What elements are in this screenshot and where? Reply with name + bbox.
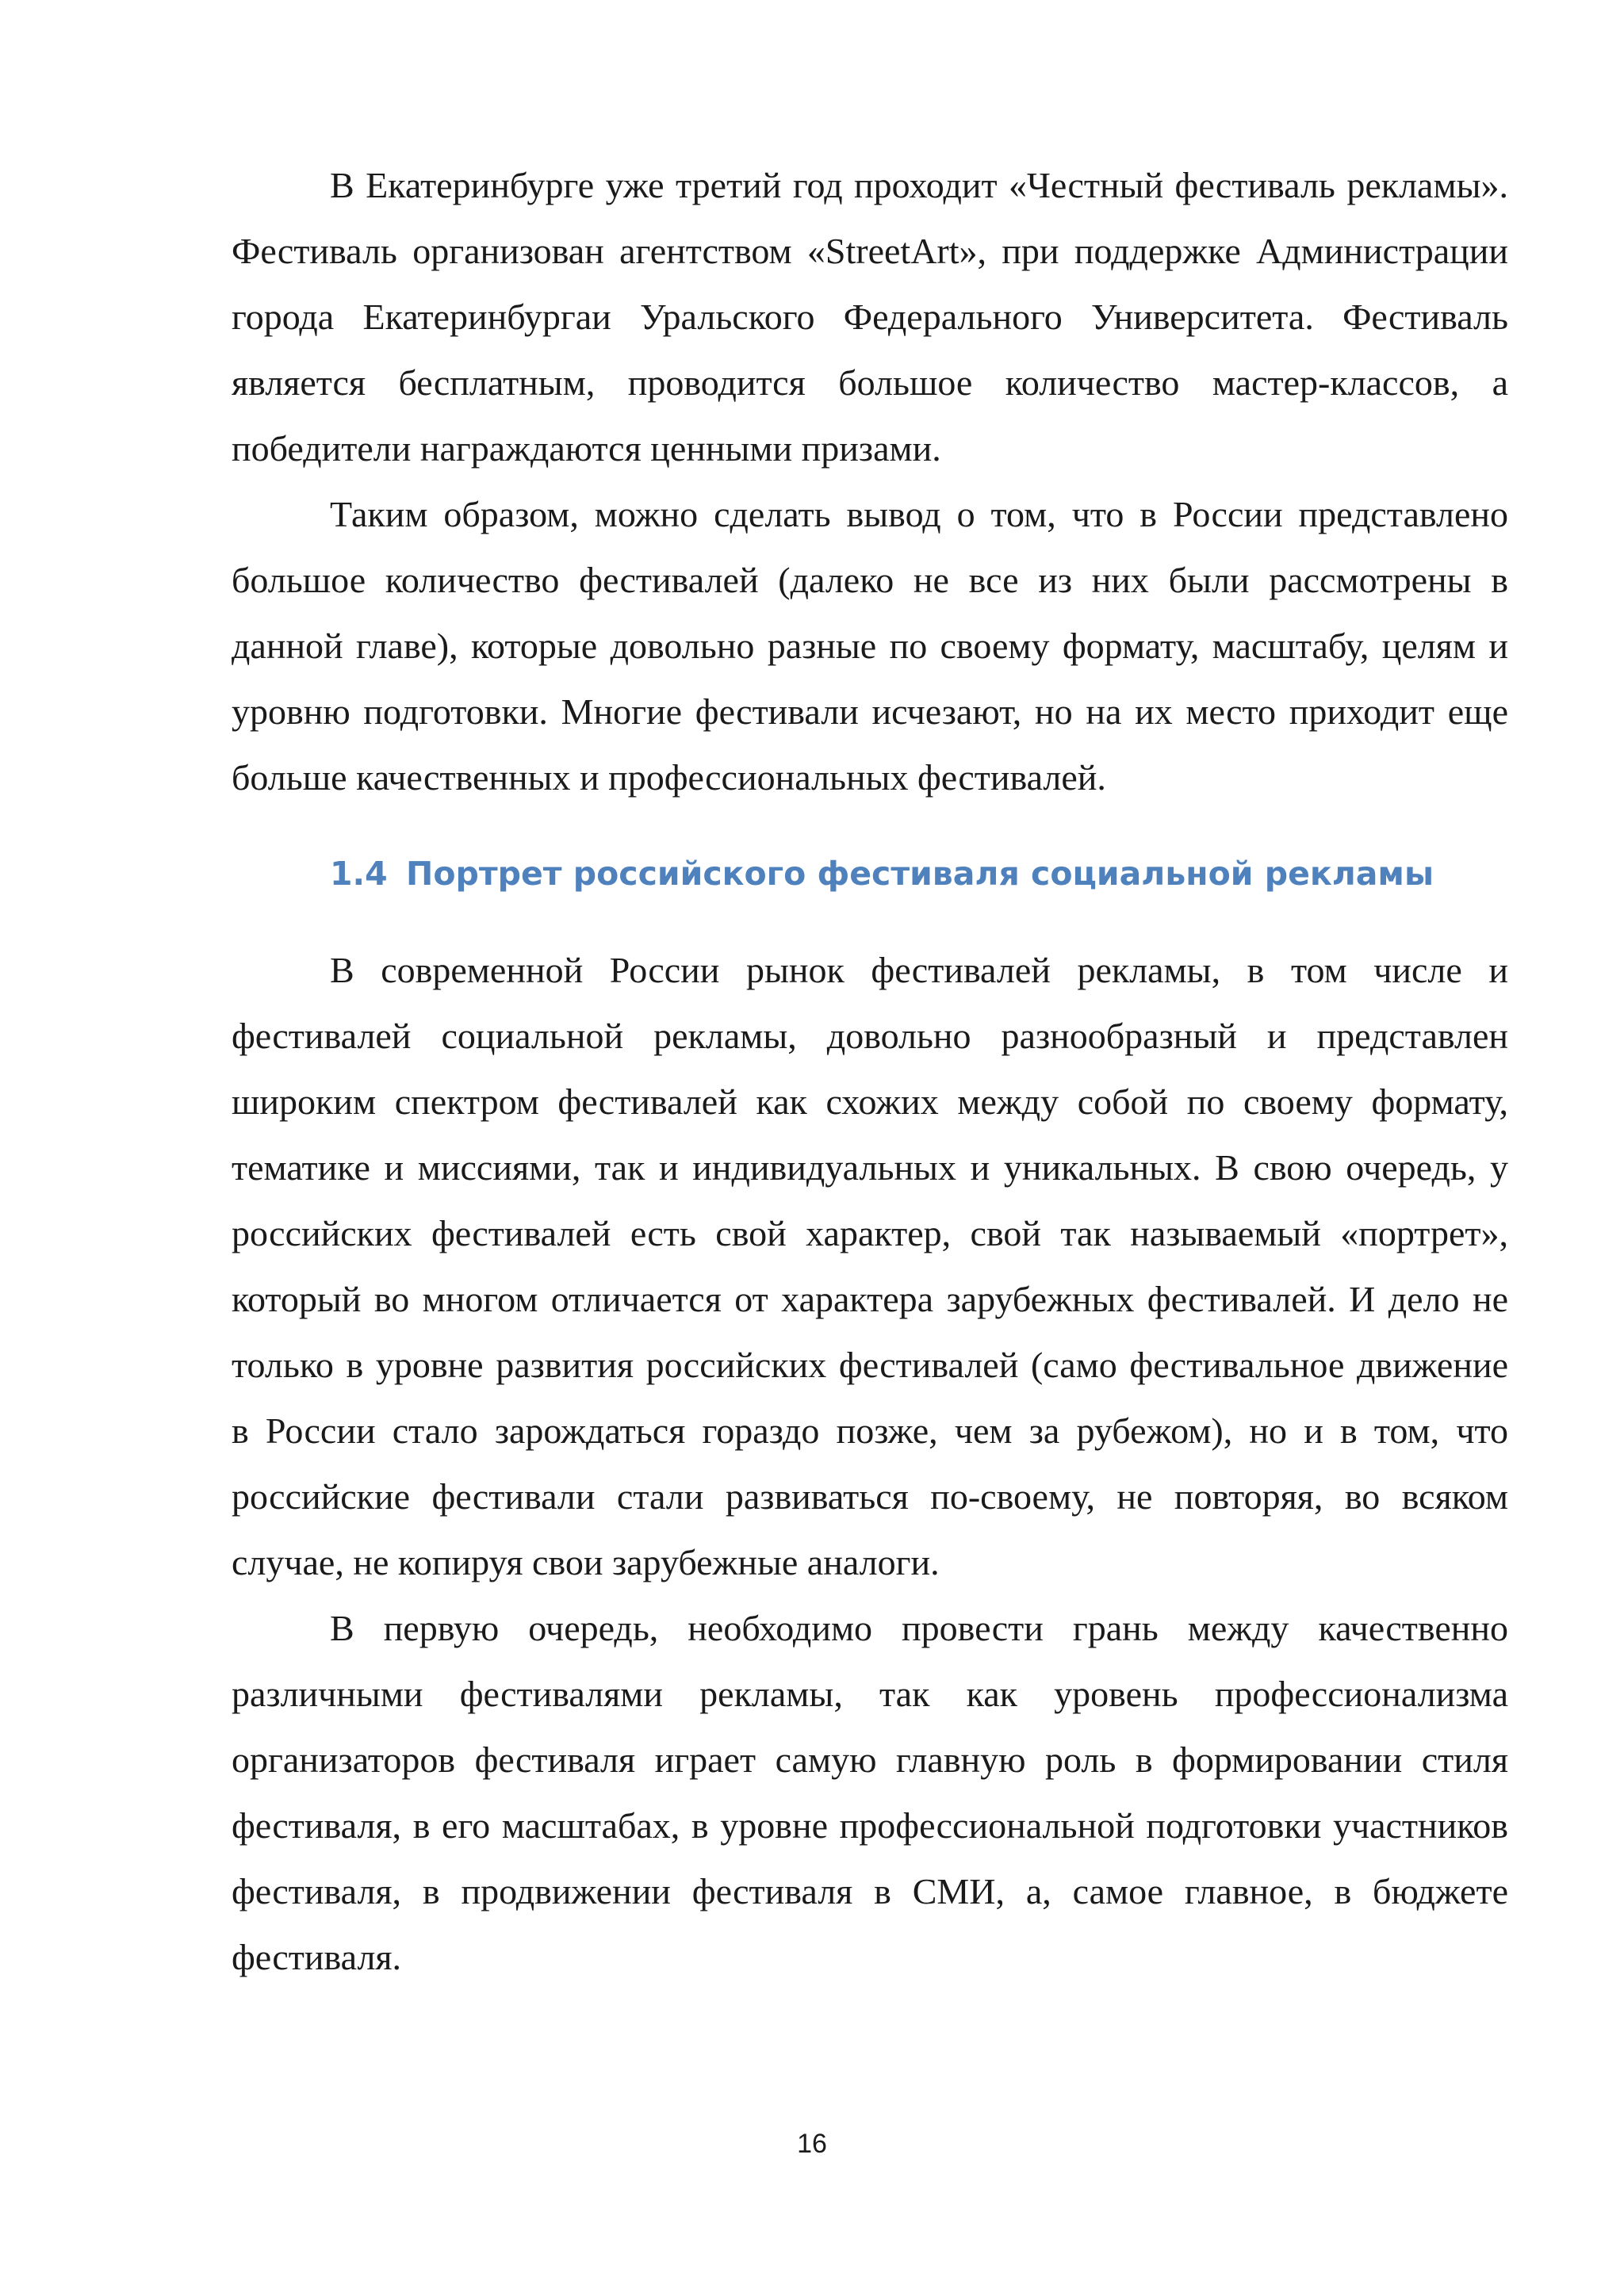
paragraph-russian-market: В современной России рынок фестивалей рекламы, в том числе и фестивалей социальной рекламы, довольно разнообразный и представлен широким спектром фестивалей как схожих между собой по своему формату, тематике и миссиями, так и индивидуальных и уникальных. В свою очередь, у российских фестивалей есть свой характер, свой так называемый «портрет», который во многом отличается от характера зарубежных фестивалей. И дело не только в уровне развития российских фестивалей (само фестивальное движение в России стало зарождаться гораздо позже, чем за рубежом), но и в том, что российские фестивали стали развиваться по-своему, не повторяя, во всяком случае, не копируя свои зарубежные аналоги. <box>232 950 1508 1582</box>
page-number: 16 <box>797 2129 827 2159</box>
page-content <box>232 152 1508 1990</box>
section-heading <box>232 842 1508 905</box>
paragraph-festival-ekaterinburg: В Екатеринбурге уже третий год проходит «Честный фестиваль рекламы». Фестиваль организован агентством «StreetArt», при поддержке Администрации города Екатеринбургаи Уральского Федерального Университета. Фестиваль является бесплатным, проводится большое количество мастер-классов, а победители награждаются ценными призами. <box>232 165 1508 469</box>
section-number: 1.4 <box>330 855 388 893</box>
section-title: Портрет российского фестиваля социальной рекламы <box>406 855 1434 893</box>
paragraph-first-priority: В первую очередь, необходимо провести грань между качественно различными фестивалями рекламы, так как уровень профессионализма организаторов фестиваля играет самую главную роль в формировании стиля фестиваля, в его масштабах, в уровне профессиональной подготовки участников фестиваля, в продвижении фестиваля в СМИ, а, самое главное, в бюджете фестиваля. <box>232 1608 1508 1977</box>
paragraph-conclusion: Таким образом, можно сделать вывод о том, что в России представлено большое количество фестивалей (далеко не все из них были рассмотрены в данной главе), которые довольно разные по своему формату, масштабу, целям и уровню подготовки. Многие фестивали исчезают, но на их место приходит еще больше качественных и профессиональных фестивалей. <box>232 494 1508 798</box>
